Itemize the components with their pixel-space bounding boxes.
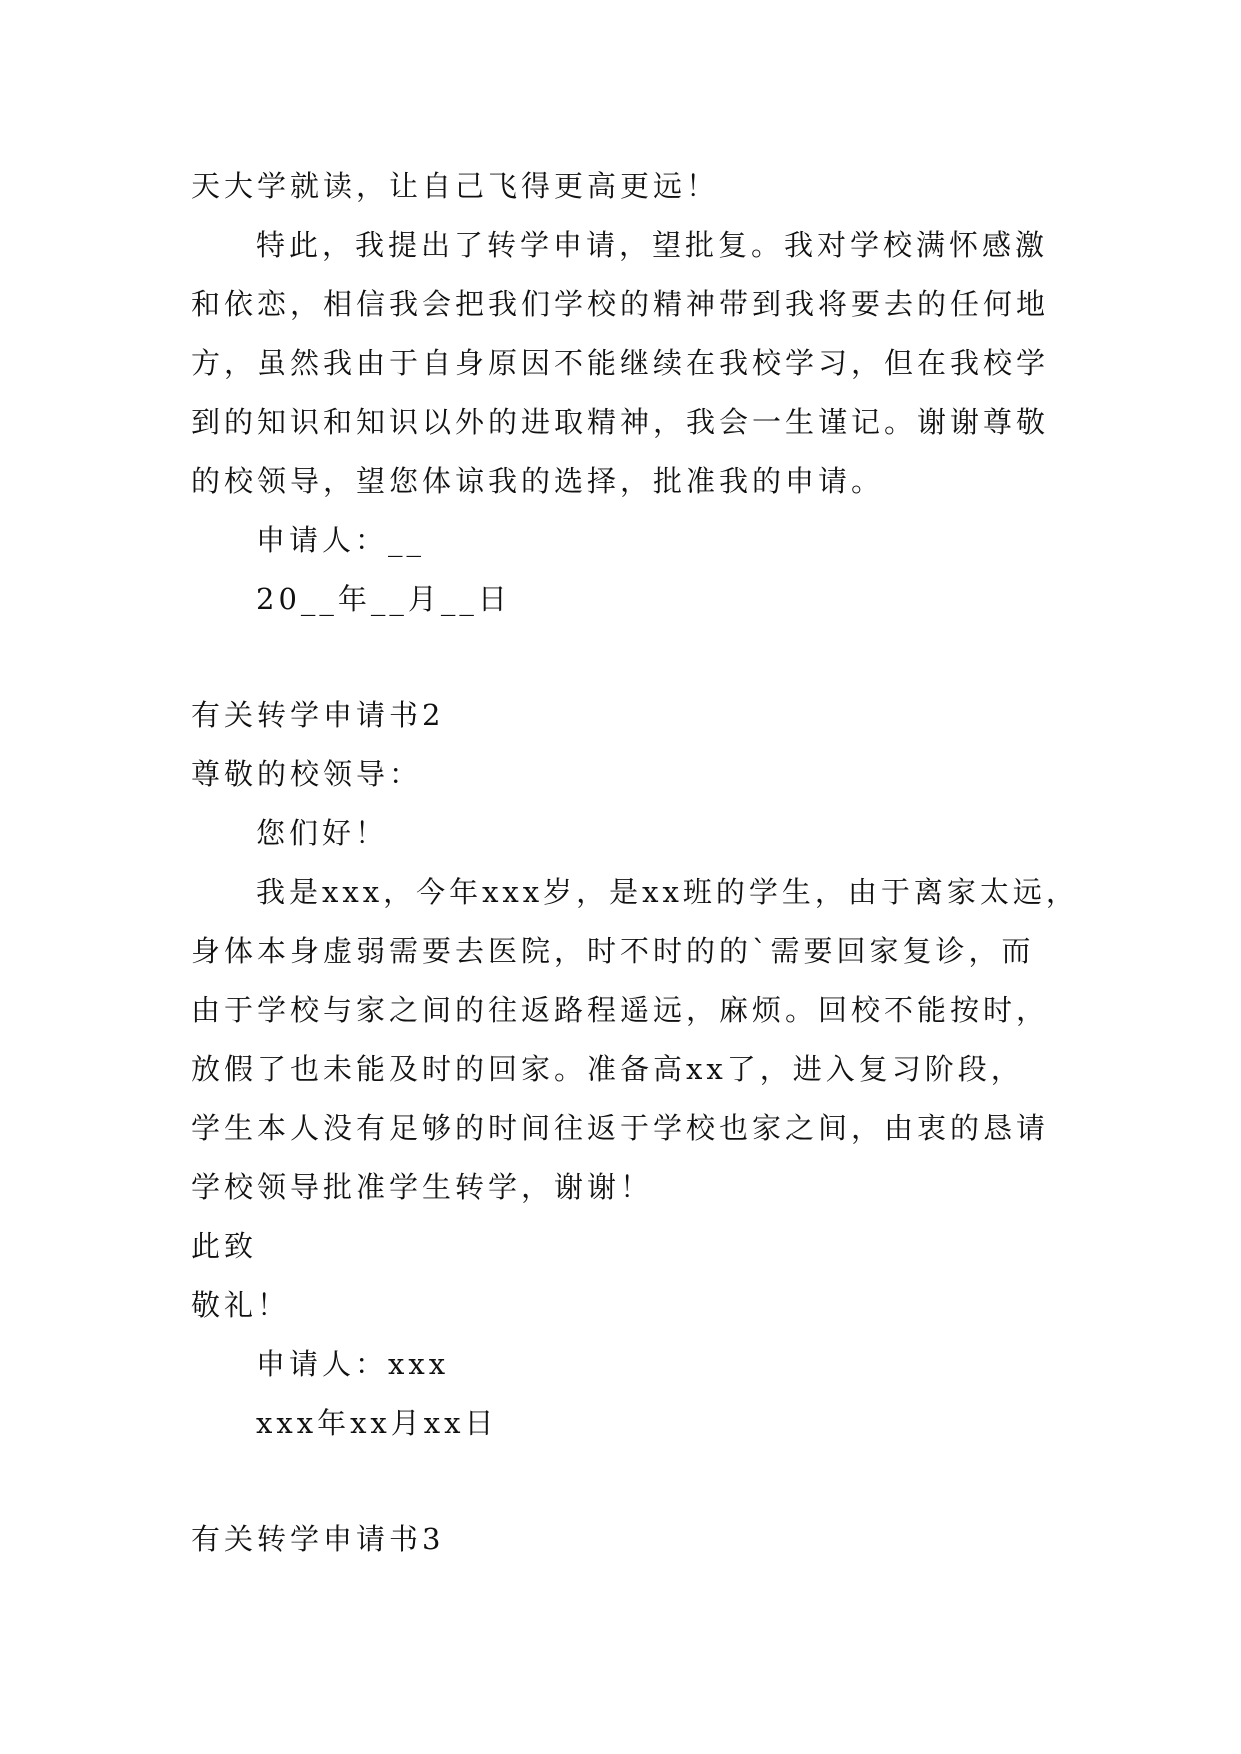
section-heading: 有关转学申请书2 <box>191 698 445 732</box>
section-heading: 有关转学申请书3 <box>191 1522 445 1556</box>
paragraph-line: 方，虽然我由于自身原因不能继续在我校学习，但在我校学 <box>191 346 1050 380</box>
date-line: xxx年xx月xx日 <box>256 1406 498 1440</box>
paragraph-line: 和依恋，相信我会把我们学校的精神带到我将要去的任何地 <box>191 287 1050 321</box>
date-line: 20__年__月__日 <box>256 582 511 616</box>
applicant-line: 申请人：xxx <box>256 1347 450 1381</box>
closing-line: 此致 <box>191 1229 258 1263</box>
salutation: 尊敬的校领导： <box>191 757 423 791</box>
paragraph-line: 由于学校与家之间的往返路程遥远，麻烦。回校不能按时， <box>191 993 1050 1027</box>
closing-line: 敬礼！ <box>191 1288 291 1322</box>
continuation-line: 天大学就读，让自己飞得更高更远！ <box>191 169 720 203</box>
paragraph-line: 放假了也未能及时的回家。准备高xx了，进入复习阶段， <box>191 1052 1024 1086</box>
paragraph-line: 到的知识和知识以外的进取精神，我会一生谨记。谢谢尊敬 <box>191 405 1050 439</box>
paragraph-line: 的校领导，望您体谅我的选择，批准我的申请。 <box>191 464 885 498</box>
applicant-line: 申请人：__ <box>256 523 426 557</box>
greeting: 您们好！ <box>256 816 389 850</box>
paragraph-line: 学校领导批准学生转学，谢谢！ <box>191 1170 654 1204</box>
paragraph-line: 特此，我提出了转学申请，望批复。我对学校满怀感激 <box>256 228 1049 262</box>
paragraph-line: 学生本人没有足够的时间往返于学校也家之间，由衷的恳请 <box>191 1111 1050 1145</box>
paragraph-line: 身体本身虚弱需要去医院，时不时的的`需要回家复诊，而 <box>191 934 1035 968</box>
paragraph-line: 我是xxx，今年xxx岁，是xx班的学生，由于离家太远， <box>256 875 1079 909</box>
